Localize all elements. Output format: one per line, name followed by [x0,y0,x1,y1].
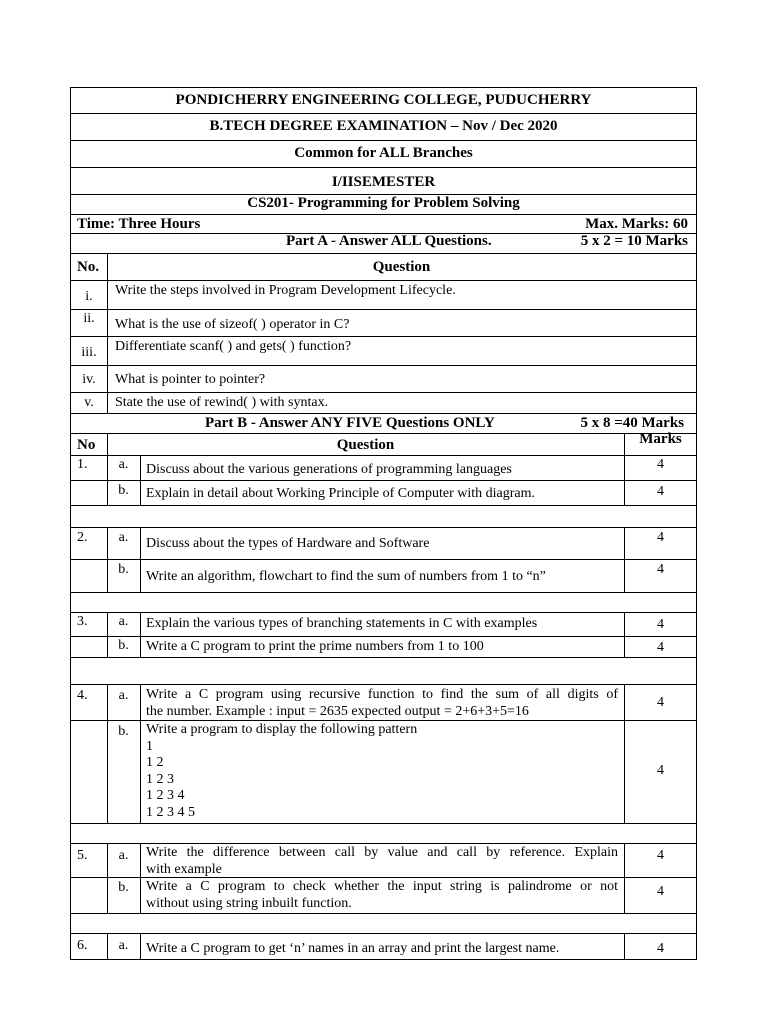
spacer-row [70,914,697,934]
marks-value: 4 [657,562,664,577]
table-row [70,637,697,658]
table-row [70,366,697,393]
course-title: CS201- Programming for Problem Solving [247,195,520,211]
question-text: Write the steps involved in Program Development Lifecycle. [115,283,456,298]
marks-value: 4 [657,457,664,472]
exam-title: B.TECH DEGREE EXAMINATION – Nov / Dec 2020 [70,114,697,141]
exam-time: Time: Three Hours [77,216,201,232]
table-row [70,844,697,878]
part-label: b. [118,483,129,498]
part-label: a. [118,457,129,472]
question-text-line: Write the difference between call by value and call by reference. Explain [146,845,618,860]
question-text-line: Write a C program using recursive function to find the sum of all digits of [146,687,618,702]
question-text: Write an algorithm, flowchart to find the sum of numbers from 1 to “n” [146,569,546,584]
question-text-line: without using string inbuilt function. [146,895,352,911]
table-row [70,281,697,310]
part-label: a. [118,530,129,545]
question-number: 3. [77,614,88,629]
common-branches: Common for ALL Branches [70,141,697,168]
pattern-line: 1 2 [146,755,164,770]
question-text-line: the number. Example : input = 2635 expected output = 2+6+3+5=16 [146,703,529,719]
marks-value: 4 [657,941,664,956]
marks-value: 4 [657,848,664,863]
table-row [70,528,697,560]
question-text: Write a C program to print the prime numbers from 1 to 100 [146,639,484,654]
question-text: State the use of rewind( ) with syntax. [115,395,329,410]
question-text-line: with example [146,861,222,877]
question-number: 2. [77,530,88,545]
question-text [146,722,618,821]
table-row [70,934,697,960]
question-text: Write a C program to get ‘n’ names in an array and print the largest name. [146,941,560,956]
exam-paper [70,87,697,960]
part-b-col-no: No [77,437,96,453]
pattern-line: 1 2 3 4 5 [146,804,195,820]
question-text: Differentiate scanf( ) and gets( ) function? [115,339,352,354]
table-row [70,310,697,337]
part-a-title: Part A - Answer ALL Questions. [286,233,492,249]
question-number: i. [85,289,93,304]
question-number: iv. [82,372,96,387]
pattern-line: 1 [146,738,153,754]
question-text-line: Write a program to display the following pattern [146,722,418,737]
pattern-line: 1 2 3 [146,771,174,787]
max-marks: Max. Marks: 60 [585,216,688,232]
semester: I/IISEMESTER [70,168,697,195]
marks-value: 4 [657,530,664,545]
part-b-col-question: Question [336,437,395,453]
question-text: What is the use of sizeof( ) operator in C? [115,317,350,332]
question-text: Explain in detail about Working Principle of Computer with diagram. [146,486,535,501]
part-a-title-row [70,234,697,254]
question-number: iii. [81,345,97,360]
table-row [70,481,697,506]
part-label: b. [118,880,129,895]
marks-value: 4 [657,763,664,778]
time-row [70,214,697,234]
part-label: a. [118,614,129,629]
part-b-title: Part B - Answer ANY FIVE Questions ONLY [205,415,495,431]
part-b-col-marks: Marks [639,431,682,447]
question-text [146,845,618,878]
spacer-row [70,824,697,844]
part-b-header [70,431,697,456]
question-text: Discuss about the types of Hardware and Software [146,536,430,551]
question-number: v. [84,395,94,410]
part-label: b. [118,724,129,739]
question-number: 4. [77,688,88,703]
part-a-header [70,254,697,281]
table-row [70,613,697,637]
part-label: a. [118,848,129,863]
question-number: 5. [77,848,88,863]
question-number: 6. [77,938,88,953]
part-label: a. [118,938,129,953]
part-label: a. [118,688,129,703]
part-b-marks: 5 x 8 =40 Marks [580,415,684,431]
table-row [70,393,697,414]
table-row [70,685,697,721]
question-text [146,687,618,720]
question-text-line: Write a C program to check whether the input string is palindrome or not [146,879,618,894]
marks-value: 4 [657,695,664,710]
table-row [70,721,697,824]
question-text: What is pointer to pointer? [115,372,266,387]
table-row [70,337,697,366]
question-number: 1. [77,457,88,472]
course-row [70,195,697,215]
question-number: ii. [83,311,95,326]
part-b-title-row [70,414,697,434]
college-title: PONDICHERRY ENGINEERING COLLEGE, PUDUCHERRY [70,87,697,114]
table-row [70,560,697,593]
part-a-col-question: Question [372,259,431,275]
spacer-row [70,658,697,685]
marks-value: 4 [657,884,664,899]
question-text: Explain the various types of branching statements in C with examples [146,616,538,631]
part-label: b. [118,562,129,577]
marks-value: 4 [657,640,664,655]
table-row [70,878,697,914]
spacer-row [70,593,697,613]
spacer-row [70,506,697,528]
marks-value: 4 [657,617,664,632]
question-text: Discuss about the various generations of programming languages [146,462,512,477]
part-a-marks: 5 x 2 = 10 Marks [580,233,688,249]
part-a-col-no: No. [77,259,100,275]
marks-value: 4 [657,484,664,499]
part-label: b. [118,638,129,653]
table-row [70,456,697,481]
question-text [146,879,618,912]
pattern-line: 1 2 3 4 [146,788,185,803]
